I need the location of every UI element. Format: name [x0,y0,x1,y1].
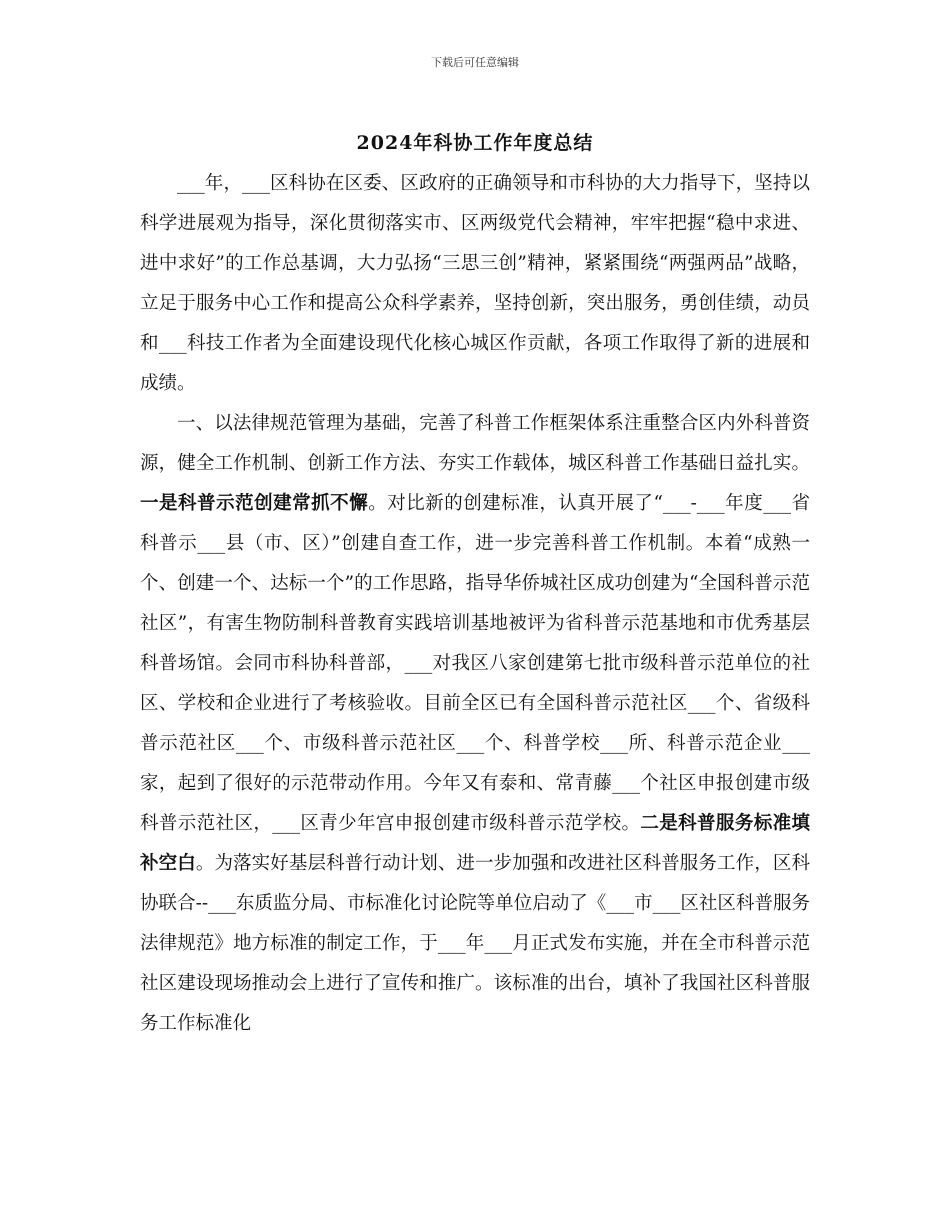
paragraph-text: ___年，___区科协在区委、区政府的正确领导和市科协的大力指导下，坚持以科学进展观为指导，深化贯彻落实市、区两级党代会精神，牢牢把握“稳中求进、进中求好”的工作总基调，大力弘扬“三思三创”精神，紧紧围绕“两强两品”战略，立足于服务中心工作和提高公众科学素养，坚持创新，突出服务，勇创佳绩，动员和___科技工作者为全面建设现代化核心城区作贡献，各项工作取得了新的进展和成绩。 [140,173,810,394]
document-title: 2024年科协工作年度总结 [356,132,594,154]
paragraph-text: 一、以法律规范管理为基础，完善了科普工作框架体系注重整合区内外科普资源，健全工作机制、创新工作方法、夯实工作载体，城区科普工作基础日益扎实。 [140,413,810,474]
paragraph [140,164,810,404]
bold-heading: 二是科普服务标准填补空白 [140,813,810,874]
bold-heading: 一是科普示范创建常抓不懈 [140,493,369,514]
paragraph-text: 。为落实好基层科普行动计划、进一步加强和改进社区科普服务工作，区科协联合--___东质监分局、市标准化讨论院等单位启动了《___市___区社区科普服务法律规范》地方标准的制定工作，于___年___月正式发布实施，并在全市科普示范社区建设现场推动会上进行了宣传和推广。该标准的出台，填补了我国社区科普服务工作标准化 [140,853,810,1034]
paragraph-text: 。对比新的创建标准，认真开展了“___-___年度___省科普示___县（市、区）”创建自查工作，进一步完善科普工作机制。本着“成熟一个、创建一个、达标一个”的工作思路，指导华侨城社区成功创建为“全国科普示范社区”，有害生物防制科普教育实践培训基地被评为省科普示范基地和市优秀基层科普场馆。会同市科协科普部，___对我区八家创建第七批市级科普示范单位的社区、学校和企业进行了考核验收。目前全区已有全国科普示范社区___个、省级科普示范社区___个、市级科普示范社区___个、科普学校___所、科普示范企业___家，起到了很好的示范带动作用。今年又有泰和、常青藤___个社区申报创建市级科普示范社区，___区青少年宫申报创建市级科普示范学校。 [140,493,810,834]
paragraph [140,404,810,1044]
document-body [140,164,810,1044]
page-header: 下载后可任意编辑 [431,56,519,69]
